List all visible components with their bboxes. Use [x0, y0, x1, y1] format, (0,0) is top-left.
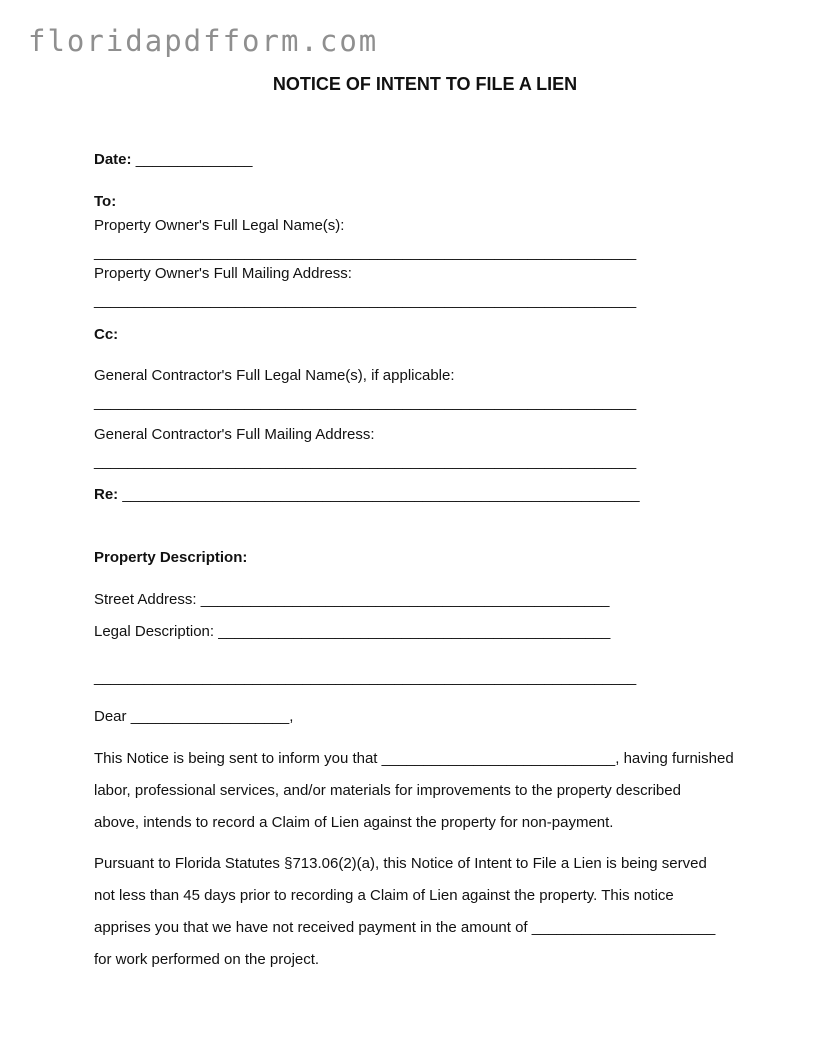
re-row: [94, 485, 640, 505]
document-title: NOTICE OF INTENT TO FILE A LIEN: [272, 74, 578, 94]
dear-suffix: ,: [289, 708, 294, 725]
cc-label: Cc:: [94, 326, 119, 343]
para2-line1: Pursuant to Florida Statutes §713.06(2)(a), this Notice of Intent to File a Lien is being served: [94, 855, 707, 872]
owner-name-label: Property Owner's Full Legal Name(s):: [94, 217, 345, 234]
re-field[interactable]: ______________________________________________________________: [122, 486, 640, 503]
legal-row: [94, 622, 610, 642]
para1-line3: above, intends to record a Claim of Lien against the property for non-payment.: [94, 814, 614, 831]
to-label: To:: [94, 193, 117, 210]
date-row: [94, 150, 252, 170]
amount-field[interactable]: ______________________: [531, 919, 716, 936]
dear-field[interactable]: ___________________: [130, 708, 290, 725]
contractor-name-field[interactable]: _________________________________________________________________: [94, 394, 637, 411]
dear-label: Dear: [94, 708, 127, 725]
para1-line1: [94, 749, 734, 769]
watermark: floridapdfform.com: [28, 24, 379, 58]
street-field[interactable]: _________________________________________________: [200, 591, 610, 608]
contractor-name-label: General Contractor's Full Legal Name(s), if applicable:: [94, 367, 455, 384]
legal-label: Legal Description:: [94, 623, 215, 640]
para2-line2: not less than 45 days prior to recording a Claim of Lien against the property. This notice: [94, 887, 674, 904]
owner-address-field[interactable]: _________________________________________________________________: [94, 292, 637, 309]
legal-extra-field[interactable]: _________________________________________________________________: [94, 669, 637, 686]
re-label: Re:: [94, 486, 119, 503]
street-label: Street Address:: [94, 591, 197, 608]
date-label: Date:: [94, 151, 132, 168]
owner-address-label: Property Owner's Full Mailing Address:: [94, 265, 352, 282]
contractor-address-label: General Contractor's Full Mailing Address:: [94, 426, 375, 443]
owner-name-field[interactable]: _________________________________________________________________: [94, 244, 637, 261]
claimant-field[interactable]: ____________________________: [381, 750, 616, 767]
date-field[interactable]: ______________: [135, 151, 253, 168]
para2-line3: [94, 918, 715, 938]
para1-line2: labor, professional services, and/or materials for improvements to the property described: [94, 782, 681, 799]
street-row: [94, 590, 610, 610]
para2-line4: for work performed on the project.: [94, 951, 320, 968]
para1-line1-text: This Notice is being sent to inform you that: [94, 750, 378, 767]
para1-line1-end: , having furnished: [615, 750, 734, 767]
para2-line3-text: apprises you that we have not received payment in the amount of: [94, 919, 528, 936]
legal-field[interactable]: _______________________________________________: [218, 623, 611, 640]
dear-row: [94, 707, 293, 727]
property-heading: Property Description:: [94, 549, 248, 566]
contractor-address-field[interactable]: _________________________________________________________________: [94, 453, 637, 470]
